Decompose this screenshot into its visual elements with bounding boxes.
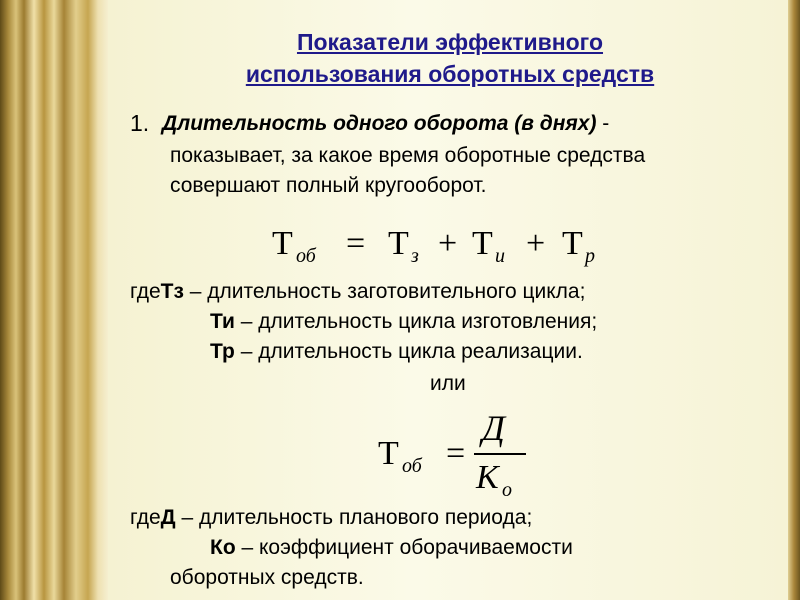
f1-t-3: T [472, 225, 493, 262]
f1-plus-1: + [438, 225, 458, 262]
title-line-2: использования оборотных средств [245, 61, 655, 87]
symbol-ko: Ко [210, 536, 236, 559]
where-line-5 [210, 534, 573, 562]
formula-turnover-duration [272, 218, 632, 273]
f2-t: T [378, 435, 399, 472]
symbol-tr: Тр [210, 340, 235, 363]
f1-sub-r: р [585, 245, 595, 267]
where-line-5-continued: оборотных средств. [170, 566, 364, 589]
slide-title [160, 26, 740, 90]
f2-sub-o: o [502, 479, 512, 501]
where-text-1: – длительность заготовительного цикла; [183, 280, 586, 303]
where-prefix-1: где [130, 280, 161, 303]
f1-t-4: T [562, 225, 583, 262]
where-text-2: – длительность цикла изготовления; [234, 310, 598, 333]
item-heading: Длительность одного оборота (в днях) [162, 112, 597, 135]
where-line-4 [130, 504, 532, 532]
f1-equals: = [346, 225, 366, 262]
formula-2-svg [378, 408, 538, 504]
or-label: или [430, 372, 466, 395]
where-line-3 [210, 338, 583, 366]
item-heading-line [162, 110, 609, 138]
f1-sub-i: и [495, 245, 505, 267]
f2-denominator: K [476, 459, 499, 496]
f1-sub-z: з [411, 245, 419, 267]
f1-sub-ob: об [296, 245, 316, 267]
where-text-4: – длительность планового периода; [175, 506, 533, 529]
f1-t-2: T [388, 225, 409, 262]
where-line-2 [210, 308, 597, 336]
title-line-1: Показатели эффективного [296, 29, 604, 55]
where-text-5: – коэффициент оборачиваемости [235, 536, 573, 559]
formula-1-svg [272, 218, 632, 268]
where-prefix-2: где [130, 506, 161, 529]
f2-equals: = [446, 435, 466, 472]
symbol-tz: Тз [160, 280, 184, 303]
description-line-2: совершают полный кругооборот. [170, 174, 487, 197]
description-line-1: показывает, за какое время оборотные средства [170, 144, 646, 167]
f2-numerator: Д [482, 408, 505, 448]
f1-t-1: T [272, 225, 293, 262]
f1-plus-2: + [526, 225, 546, 262]
symbol-ti: Ти [210, 310, 235, 333]
item-number: 1. [130, 110, 150, 136]
item-dash: - [596, 112, 610, 135]
decorative-gold-bar-right [788, 0, 800, 600]
formula-turnover-ratio [378, 408, 538, 509]
where-text-3: – длительность цикла реализации. [234, 340, 583, 363]
where-line-1 [130, 278, 585, 306]
f2-sub-ob: об [402, 455, 422, 477]
symbol-d: Д [160, 506, 176, 529]
decorative-gold-bar-left [0, 0, 108, 600]
